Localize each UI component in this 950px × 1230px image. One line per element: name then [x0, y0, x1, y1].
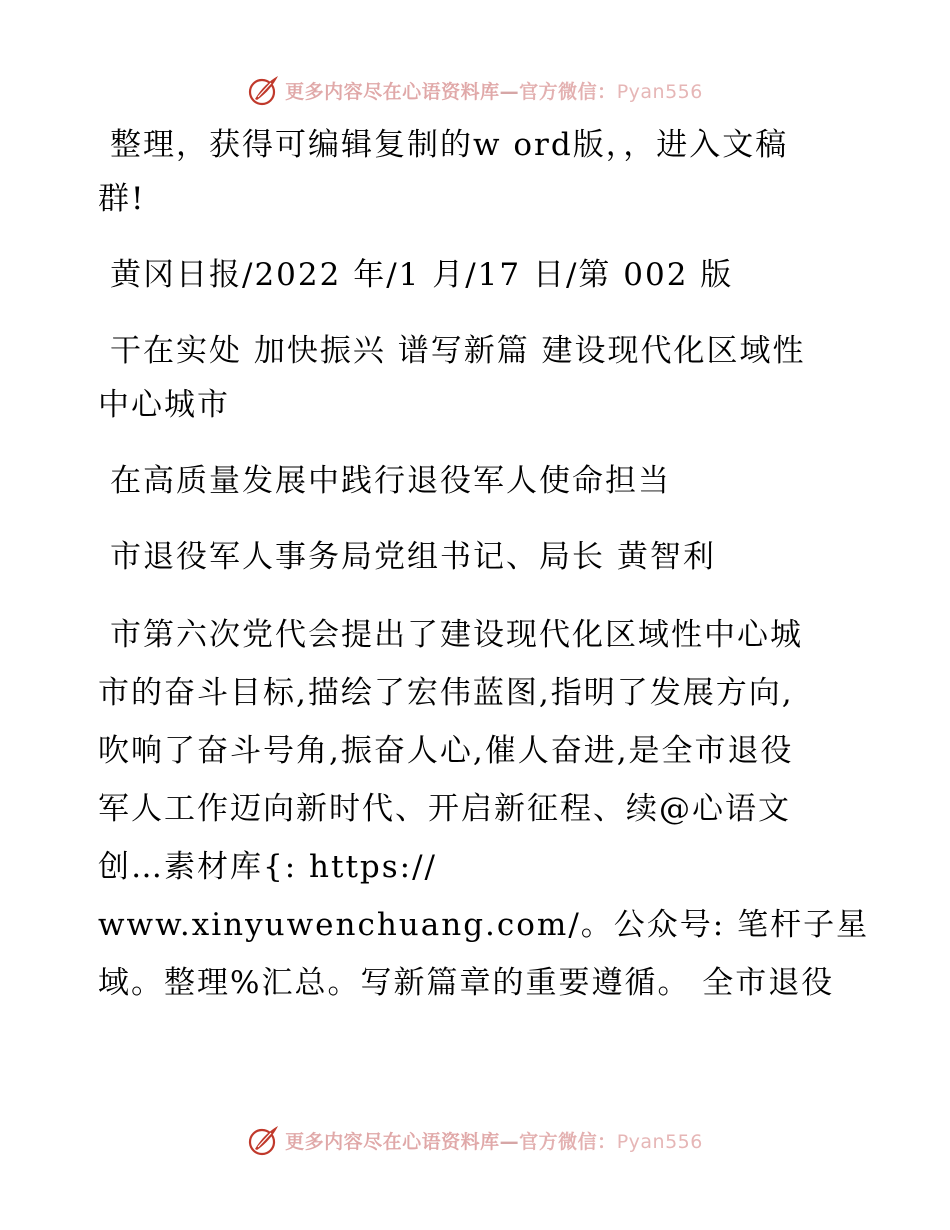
paragraph-source — [98, 248, 858, 302]
text-line: 吹响了奋斗号角,振奋人心,催人奋进,是全市退役 — [98, 733, 794, 769]
banner-official-label: 官方微信： — [519, 1130, 617, 1153]
document-body — [98, 118, 870, 1034]
text-line: www.xinyuwenchuang.com/。公众号: 笔杆子星 — [98, 907, 870, 943]
banner-separator: — — [499, 1130, 520, 1153]
feather-pen-logo-icon — [247, 1123, 281, 1157]
text-line: 在高质量发展中践行退役军人使命担当 — [110, 463, 671, 499]
text-line: 市的奋斗目标,描绘了宏伟蓝图,指明了发展方向, — [98, 675, 794, 711]
text-line: 市第六次党代会提出了建设现代化区域性中心城 — [110, 617, 803, 653]
paragraph-intro — [98, 118, 858, 226]
banner-main-text: 更多内容尽在心语资料库 — [285, 1130, 500, 1153]
text-line: 群! — [98, 181, 146, 217]
paragraph-body — [98, 606, 870, 1012]
text-line: 市退役军人事务局党组书记、局长 黄智利 — [110, 539, 716, 575]
text-line: 干在实处 加快振兴 谱写新篇 建设现代化区域性 — [110, 333, 806, 369]
header-banner — [0, 70, 950, 110]
text-line: 黄冈日报/2022 年/1 月/17 日/第 002 版 — [110, 257, 734, 293]
banner-wechat-id: Pyan556 — [616, 1130, 703, 1153]
banner-separator: — — [499, 80, 520, 103]
text-line: 中心城市 — [98, 387, 230, 423]
feather-pen-logo-icon — [247, 73, 281, 107]
banner-text — [285, 77, 703, 104]
banner-wechat-id: Pyan556 — [616, 80, 703, 103]
text-line: 域。整理%汇总。写新篇章的重要遵循。 全市退役 — [98, 965, 835, 1001]
paragraph-title — [98, 454, 858, 508]
banner-main-text: 更多内容尽在心语资料库 — [285, 80, 500, 103]
paragraph-headline — [98, 324, 858, 432]
text-line: 整理，获得可编辑复制的w ord版，，进入文稿 — [110, 127, 789, 163]
text-line: 创…素材库{: https:// — [98, 849, 437, 885]
footer-banner — [0, 1120, 950, 1160]
paragraph-author — [98, 530, 858, 584]
banner-official-label: 官方微信： — [519, 80, 617, 103]
text-line: 军人工作迈向新时代、开启新征程、续@心语文 — [98, 791, 791, 827]
banner-text — [285, 1127, 703, 1154]
